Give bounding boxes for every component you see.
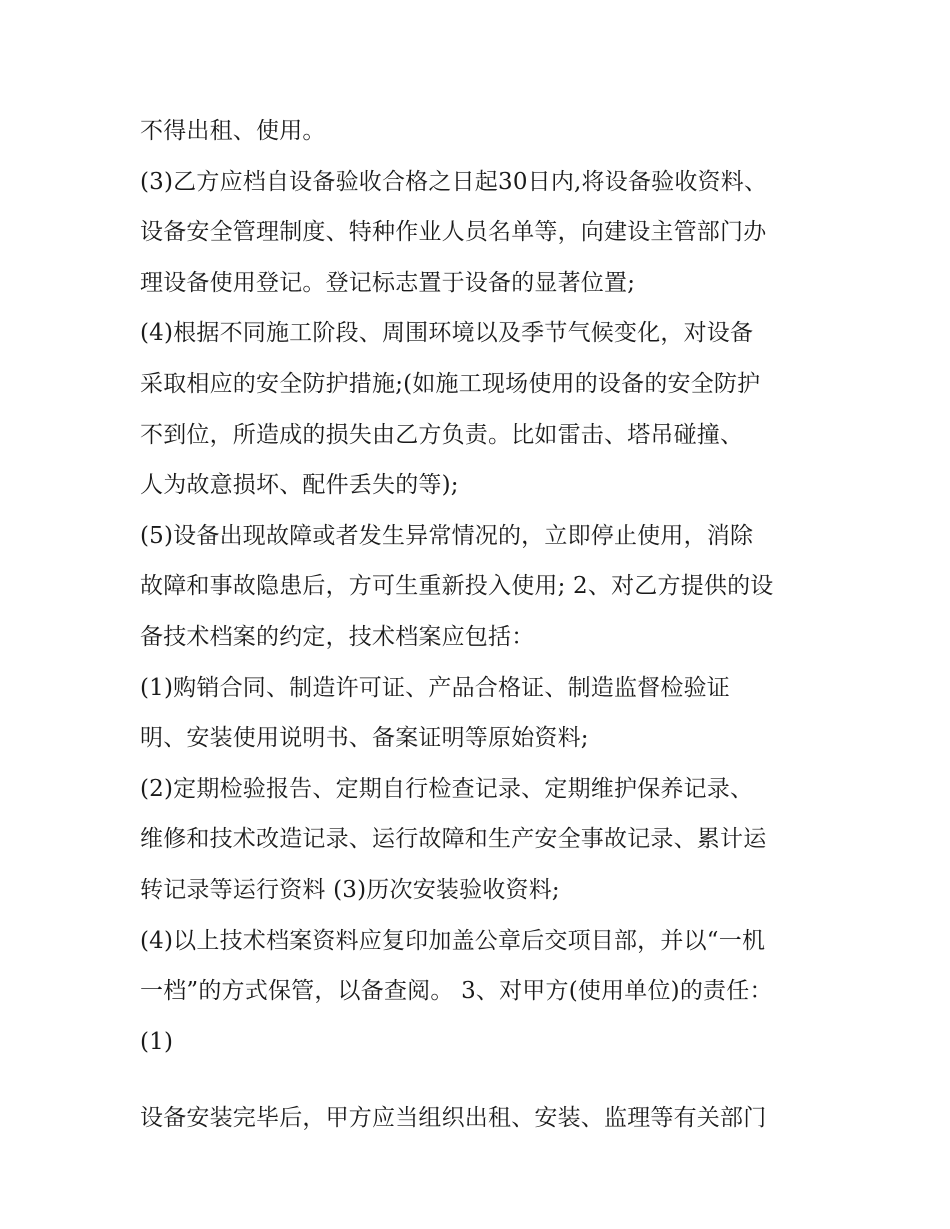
text-line: 采取相应的安全防护措施;(如施工现场使用的设备的安全防护	[140, 370, 761, 397]
text-line: 维修和技术改造记录、运行故障和生产安全事故记录、累计运	[140, 826, 767, 853]
text-line: (4)根据不同施工阶段、周围环境以及季节气候变化，对设备	[140, 320, 754, 347]
text-line: (1)购销合同、制造许可证、产品合格证、制造监督检验证	[140, 674, 730, 701]
text-line: (5)设备出现故障或者发生异常情况的，立即停止使用，消除	[140, 522, 754, 549]
text-line: 不到位，所造成的损失由乙方负责。比如雷击、塔吊碰撞、	[140, 421, 744, 448]
text-line: (3)乙方应档自设备验收合格之日起30日内,将设备验收资料、	[140, 168, 768, 195]
text-line: 人为故意损坏、配件丢失的等);	[140, 472, 459, 499]
text-line: 理设备使用登记。登记标志置于设备的显著位置;	[140, 269, 636, 296]
text-line: 故障和事故隐患后，方可生重新投入使用; 2、对乙方提供的设	[140, 573, 774, 600]
text-line: 设备安全管理制度、特种作业人员名单等，向建设主管部门办	[140, 219, 767, 246]
text-line: 备技术档案的约定，技术档案应包括：	[140, 623, 535, 650]
text-line: 设备安装完毕后，甲方应当组织出租、安装、监理等有关部门	[140, 1105, 767, 1132]
text-line: (4)以上技术档案资料应复印加盖公章后交项目部，并以“一机	[140, 927, 766, 954]
text-line: (1)	[140, 1028, 174, 1055]
text-line: (2)定期检验报告、定期自行检查记录、定期维护保养记录、	[140, 775, 754, 802]
body-text	[140, 106, 820, 1144]
text-line: 不得出租、使用。	[140, 118, 326, 144]
text-line: 转记录等运行资料 (3)历次安装验收资料;	[140, 876, 560, 903]
text-line: 一档”的方式保管，以备查阅。 3、对甲方(使用单位)的责任：	[140, 978, 773, 1005]
paragraph-gap	[140, 1067, 820, 1093]
text-line: 明、安装使用说明书、备案证明等原始资料;	[140, 725, 589, 752]
